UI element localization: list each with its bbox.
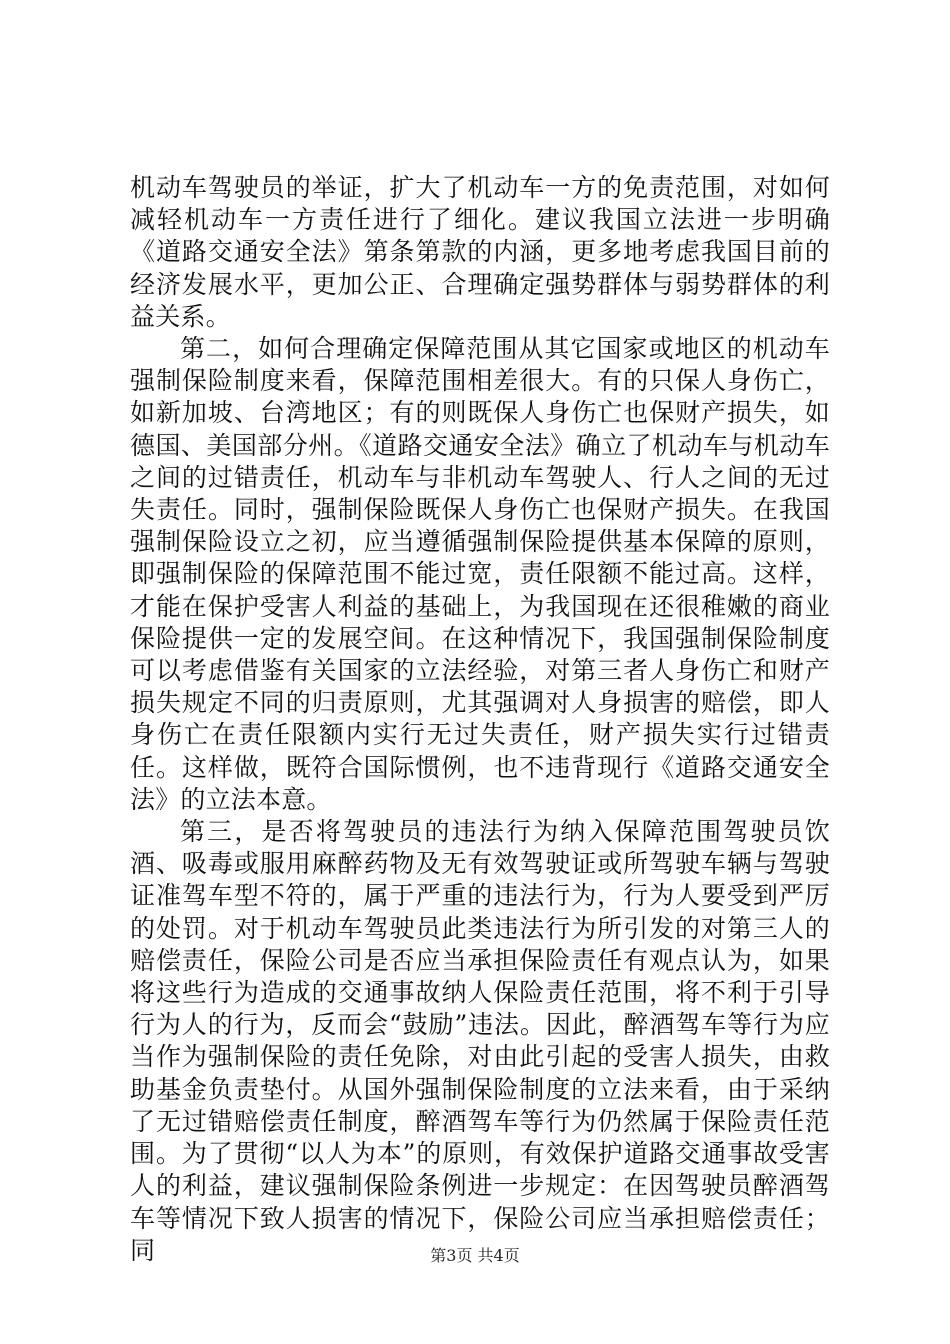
page-number-label: 第3页 共4页: [430, 1246, 520, 1265]
paragraph-third-point: 第三，是否将驾驶员的违法行为纳入保障范围驾驶员饮酒、吸毒或服用麻醉药物及无有效驾驶证或所驾驶车辆与驾驶证准驾车型不符的，属于严重的违法行为，行为人要受到严厉的处罚。对于机动车驾驶员此类违法行为所引发的对第三人的赔偿责任，保险公司是否应当承担保险责任有观点认为，如果将这些行为造成的交通事故纳人保险责任范围，将不利于引导行为人的行为，反而会“鼓励”违法。因此，醉酒驾车等行为应当作为强制保险的责任免除，对由此引起的受害人损失，由救助基金负责垫付。从国外强制保险制度的立法来看，由于采纳了无过错赔偿责任制度，醉酒驾车等行为仍然属于保险责任范围。为了贯彻“以人为本”的原则，有效保护道路交通事故受害人的利益，建议强制保险条例进一步规定：在因驾驶员醉酒驾车等情况下致人损害的情况下，保险公司应当承担赔偿责任；同: [130, 817, 830, 1265]
page-footer: [0, 1243, 950, 1266]
paragraph-continuation: 机动车驾驶员的举证，扩大了机动车一方的免责范围，对如何减轻机动车一方责任进行了细化。建议我国立法进一步明确《道路交通安全法》第条第款的内涵，更多地考虑我国目前的经济发展水平，更加公正、合理确定强势群体与弱势群体的利益关系。: [130, 173, 830, 331]
document-body: [130, 172, 830, 1267]
paragraph-second-point: 第二，如何合理确定保障范围从其它国家或地区的机动车强制保险制度来看，保障范围相差很大。有的只保人身伤亡，如新加坡、台湾地区；有的则既保人身伤亡也保财产损失，如德国、美国部分州。《道路交通安全法》确立了机动车与机动车之间的过错责任，机动车与非机动车驾驶人、行人之间的无过失责任。同时，强制保险既保人身伤亡也保财产损失。在我国强制保险设立之初，应当遵循强制保险提供基本保障的原则，即强制保险的保障范围不能过宽，责任限额不能过高。这样，才能在保护受害人利益的基础上，为我国现在还很稚嫩的商业保险提供一定的发展空间。在这种情况下，我国强制保险制度可以考虑借鉴有关国家的立法经验，对第三者人身伤亡和财产损失规定不同的归责原则，尤其强调对人身损害的赔偿，即人身伤亡在责任限额内实行无过失责任，财产损失实行过错责任。这样做，既符合国际惯例，也不违背现行《道路交通安全法》的立法本意。: [130, 334, 830, 814]
